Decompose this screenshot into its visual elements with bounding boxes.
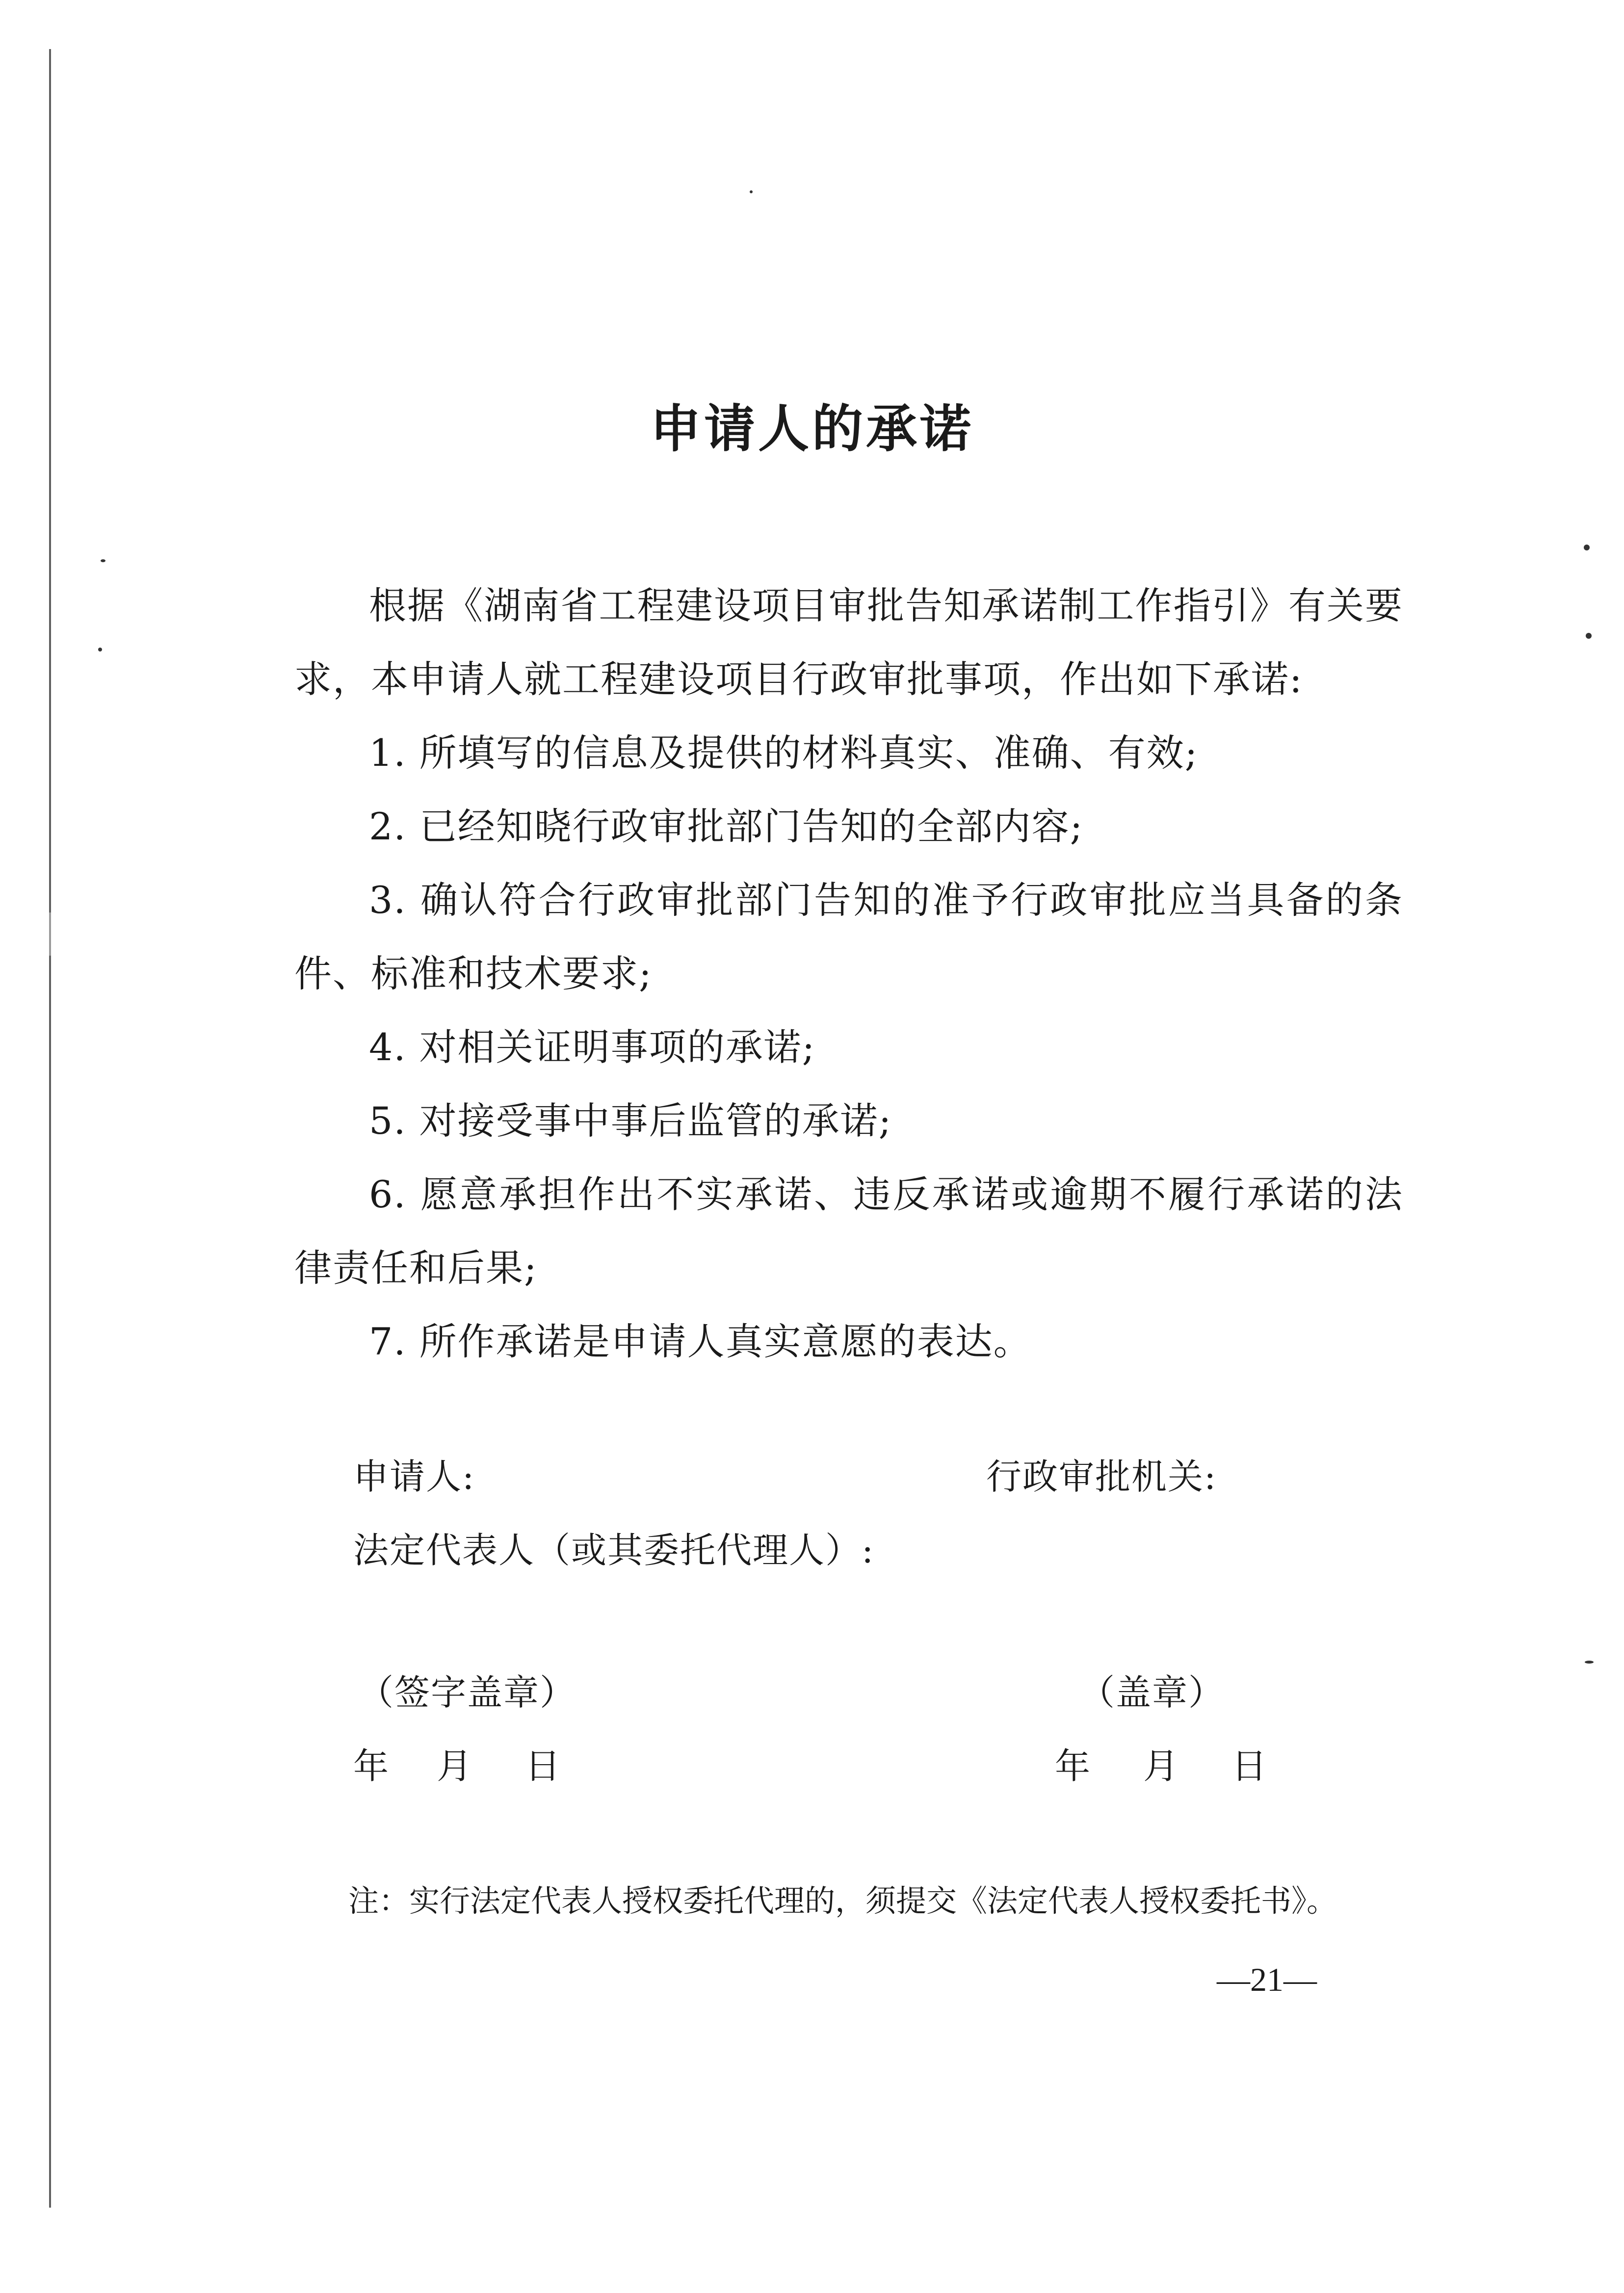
- scan-speck: [1585, 1661, 1594, 1664]
- applicant-seal-label: （签字盖章）: [358, 1672, 576, 1713]
- commitment-item-4: 4. 对相关证明事项的承诺;: [369, 1025, 816, 1069]
- commitment-item-3: 3. 确认符合行政审批部门告知的准予行政审批应当具备的条件、标准和技术要求;: [294, 878, 1403, 995]
- footnote: 注：实行法定代表人授权委托代理的，须提交《法定代表人授权委托书》。: [348, 1883, 1337, 1919]
- commitment-item-6: 6. 愿意承担作出不实承诺、违反承诺或逾期不履行承诺的法律责任和后果;: [294, 1173, 1403, 1290]
- legal-representative-label: 法定代表人（或其委托代理人）:: [353, 1530, 875, 1571]
- authority-date-year: 年: [1055, 1746, 1092, 1787]
- scan-speck: [1584, 545, 1590, 550]
- authority-date-month: 月: [1143, 1746, 1180, 1787]
- scan-speck: [98, 648, 102, 651]
- commitment-item-1: 1. 所填写的信息及提供的材料真实、准确、有效;: [369, 731, 1199, 775]
- authority-label: 行政审批机关:: [986, 1456, 1217, 1497]
- applicant-date-month: 月: [437, 1746, 473, 1787]
- applicant-label: 申请人:: [353, 1456, 475, 1497]
- authority-date-day: 日: [1231, 1746, 1268, 1787]
- scan-speck: [750, 190, 753, 193]
- scan-binding-line: [49, 49, 51, 2208]
- scan-speck: [101, 559, 105, 562]
- commitment-item-5: 5. 对接受事中事后监管的承诺;: [369, 1099, 892, 1143]
- intro-paragraph: 根据《湖南省工程建设项目审批告知承诺制工作指引》有关要求，本申请人就工程建设项目行政审批事项，作出如下承诺:: [294, 584, 1403, 701]
- page-title: 申请人的承诺: [650, 398, 974, 459]
- commitment-item-2: 2. 已经知晓行政审批部门告知的全部内容;: [369, 805, 1084, 848]
- authority-seal-label: （盖章）: [1079, 1672, 1225, 1713]
- applicant-date-year: 年: [353, 1746, 390, 1787]
- commitment-item-7: 7. 所作承诺是申请人真实意愿的表达。: [369, 1320, 1032, 1363]
- page-number: —21—: [1217, 1961, 1317, 1998]
- applicant-date-day: 日: [525, 1746, 562, 1787]
- scan-speck: [1586, 633, 1592, 639]
